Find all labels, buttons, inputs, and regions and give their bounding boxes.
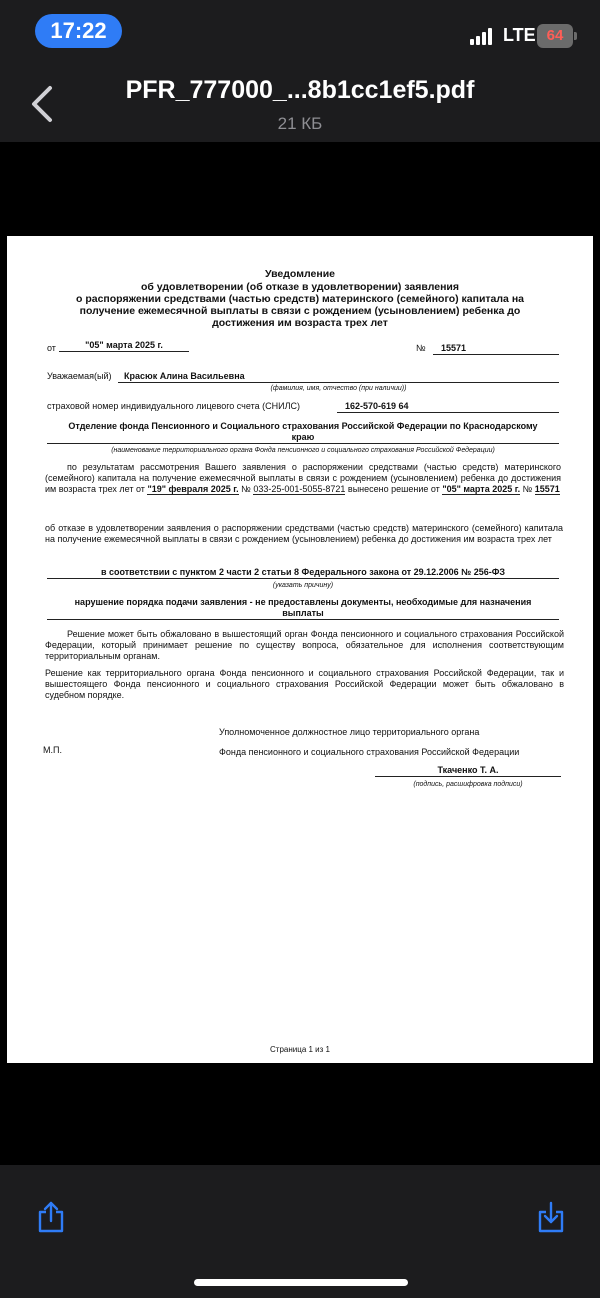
office-name xyxy=(47,421,559,444)
decision-text-part1: по результатам рассмотрения Вашего заявления о распоряжении средствами (частью средств) материнского (семейного) капитала на получение ежемесячной выплаты в связи с рождением (усыновлением) ребенка до достижения им возраста трех лет от xyxy=(45,462,561,494)
snils-label: страховой номер индивидуального лицевого счета (СНИЛС) xyxy=(47,401,300,411)
doc-subtitle xyxy=(27,281,573,329)
recipient-name: Красюк Алина Васильевна xyxy=(118,371,559,383)
reason-line: нарушение порядка подачи заявления - не предоставлены документы, необходимые для назначения xyxy=(74,597,532,607)
home-indicator[interactable] xyxy=(194,1279,408,1286)
subtitle-line: получение ежемесячной выплаты в связи с рождением (усыновлением) ребенка до xyxy=(79,305,521,317)
decision-date: "05" марта 2025 г. xyxy=(442,484,521,494)
status-time: 17:22 xyxy=(35,14,122,48)
stamp-label: М.П. xyxy=(43,745,62,755)
share-icon[interactable] xyxy=(36,1201,66,1233)
bottom-toolbar xyxy=(0,1165,600,1298)
back-chevron-icon[interactable] xyxy=(28,84,58,124)
reason-hint: (указать причину) xyxy=(272,582,334,589)
subtitle-line: достижения им возраста трех лет xyxy=(212,317,388,329)
decision-paragraph xyxy=(45,462,561,495)
application-number-label: № xyxy=(241,484,251,494)
appeal-paragraph-2: Решение как территориального органа Фонда пенсионного и социального страхования Российской Федерации, так и вышестоящего Фонда пенсионного и социального страхования Российской Федерации может быть обжаловано в судебном порядке. xyxy=(45,668,564,700)
page-footer: Страница 1 из 1 xyxy=(270,1045,330,1054)
refusal-reason xyxy=(47,597,559,620)
signature-hint: (подпись, расшифровка подписи) xyxy=(413,781,523,788)
appeal-paragraph-1: Решение может быть обжаловано в вышестоящий орган Фонда пенсионного и социального страхования Российской Федерации, который принимает решение по существу вопроса, обязательное для исполнения соответствующим территориальным органам. xyxy=(45,629,564,661)
application-number: 033-25-001-5055-8721 xyxy=(253,484,346,494)
pdf-page[interactable] xyxy=(7,236,593,1063)
office-line: краю xyxy=(291,432,315,442)
official-title-line-1: Уполномоченное должностное лицо территориального органа xyxy=(219,727,480,737)
signal-strength-icon xyxy=(470,27,496,45)
battery-level: 64 xyxy=(546,27,564,44)
office-line: Отделение фонда Пенсионного и Социального страхования Российской Федерации по Краснодарскому xyxy=(68,421,538,431)
greeting-label: Уважаемая(ый) xyxy=(47,371,112,381)
download-icon[interactable] xyxy=(536,1201,566,1233)
snils-value: 162-570-619 64 xyxy=(337,401,559,413)
legal-basis: в соответствии с пунктом 2 части 2 статьи 8 Федерального закона от 29.12.2006 № 256-ФЗ xyxy=(47,567,559,579)
signer-name: Ткаченко Т. А. xyxy=(375,765,561,777)
battery-icon xyxy=(537,24,573,48)
office-hint: (наименование территориального органа Фонда пенсионного и социального страхования Российской Федерации) xyxy=(111,447,495,454)
decision-number: 15571 xyxy=(534,484,560,494)
file-size: 21 КБ xyxy=(277,114,323,133)
file-name: PFR_777000_...8b1cc1ef5.pdf xyxy=(125,76,475,104)
notice-date: "05" марта 2025 г. xyxy=(59,340,189,352)
from-label: от xyxy=(47,343,56,353)
decision-text-part2: вынесено решение от xyxy=(347,484,440,494)
application-date: "19" февраля 2025 г. xyxy=(147,484,239,494)
number-label: № xyxy=(416,343,426,353)
network-type: LTE xyxy=(503,25,536,45)
refusal-paragraph: об отказе в удовлетворении заявления о распоряжении средствами (частью средств) материнского (семейного) капитала на получение ежемесячной выплаты в связи с рождением (усыновлением) ребенка до достижения им возраста трех лет xyxy=(45,523,563,544)
subtitle-line: об удовлетворении (об отказе в удовлетворении) заявления xyxy=(140,281,459,293)
subtitle-line: о распоряжении средствами (частью средств) материнского (семейного) капитала на xyxy=(75,293,524,305)
recipient-hint: (фамилия, имя, отчество (при наличии)) xyxy=(270,385,407,392)
notice-number: 15571 xyxy=(433,343,559,355)
status-bar xyxy=(0,0,600,70)
doc-title: Уведомление xyxy=(264,268,335,280)
reason-line: выплаты xyxy=(282,608,324,618)
battery-tip xyxy=(574,32,577,40)
official-title-line-2: Фонда пенсионного и социального страхования Российской Федерации xyxy=(219,747,520,757)
viewer-header xyxy=(0,70,600,142)
decision-number-label: № xyxy=(522,484,533,494)
